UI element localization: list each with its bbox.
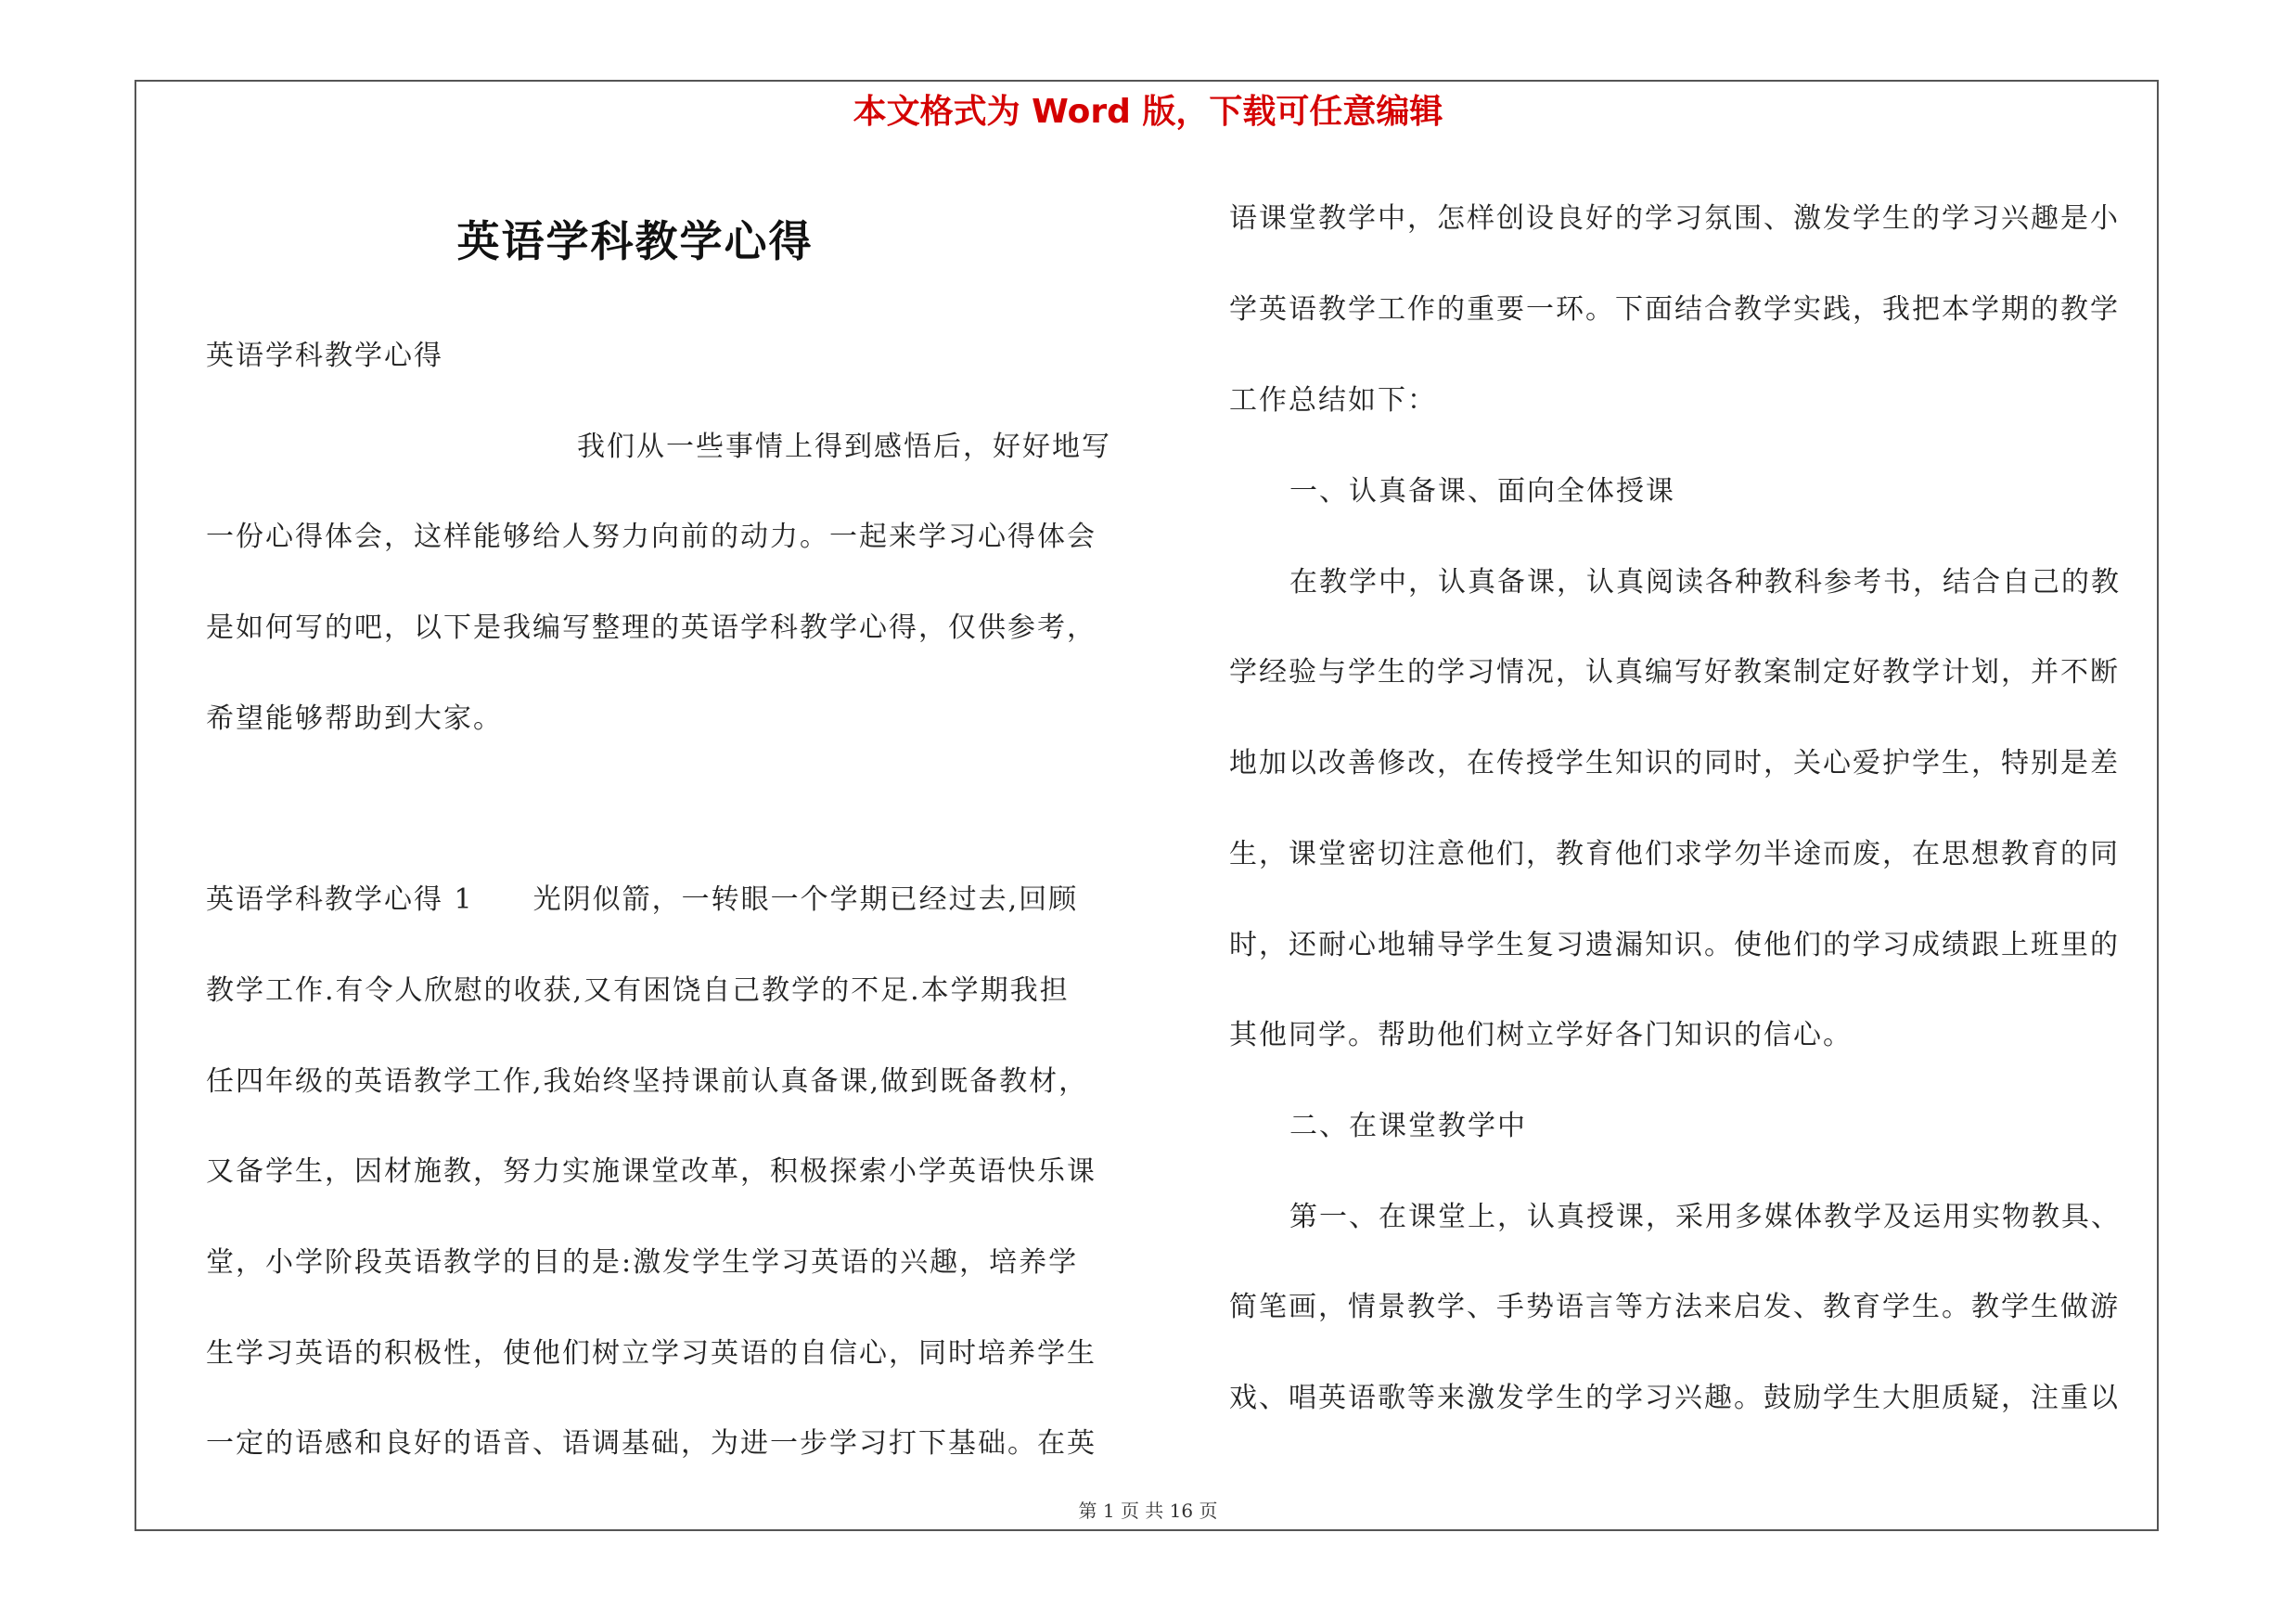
subtitle-line: 英语学科教学心得 (206, 340, 443, 372)
paragraph-line: 一份心得体会，这样能够给人努力向前的动力。一起来学习心得体会 (206, 521, 1097, 553)
section-heading: 一、认真备课、面向全体授课 (1289, 475, 1675, 508)
paragraph-line: 生学习英语的积极性，使他们树立学习英语的自信心，同时培养学生 (206, 1337, 1097, 1370)
edit-notice-banner: 本文格式为 Word 版，下载可任意编辑 (853, 93, 1443, 131)
paragraph-line: 时，还耐心地辅导学生复习遗漏知识。使他们的学习成绩跟上班里的 (1229, 929, 2120, 961)
paragraph-line: 教学工作.有令人欣慰的收获,又有困饶自己教学的不足.本学期我担 (206, 974, 1070, 1007)
paragraph-line: 我们从一些事情上得到感悟后，好好地写 (577, 431, 1111, 463)
section-heading: 二、在课堂教学中 (1289, 1110, 1527, 1142)
paragraph-line: 其他同学。帮助他们树立学好各门知识的信心。 (1229, 1019, 1853, 1051)
paragraph-line: 地加以改善修改，在传授学生知识的同时，关心爱护学生，特别是差 (1229, 747, 2120, 779)
document-title: 英语学科教学心得 (456, 216, 814, 266)
paragraph-line: 在教学中，认真备课，认真阅读各种教科参考书，结合自己的教 (1289, 566, 2121, 599)
paragraph-line: 一定的语感和良好的语音、语调基础，为进一步学习打下基础。在英 (206, 1427, 1097, 1460)
paragraph-line: 学经验与学生的学习情况，认真编写好教案制定好教学计划，并不断 (1229, 656, 2120, 689)
paragraph-line: 学英语教学工作的重要一环。下面结合教学实践，我把本学期的教学 (1229, 293, 2120, 326)
paragraph-line: 希望能够帮助到大家。 (206, 702, 503, 735)
paragraph-line: 戏、唱英语歌等来激发学生的学习兴趣。鼓励学生大胆质疑，注重以 (1229, 1382, 2120, 1414)
paragraph-line: 英语学科教学心得 1 光阴似箭，一转眼一个学期已经过去,回顾 (206, 883, 1079, 916)
page-number-footer: 第 1 页 共 16 页 (1078, 1500, 1218, 1522)
paragraph-line: 又备学生，因材施教，努力实施课堂改革，积极探索小学英语快乐课 (206, 1155, 1097, 1188)
paragraph-line: 是如何写的吧，以下是我编写整理的英语学科教学心得，仅供参考， (206, 612, 1097, 644)
paragraph-line: 简笔画，情景教学、手势语言等方法来启发、教育学生。教学生做游 (1229, 1291, 2120, 1323)
paragraph-line: 语课堂教学中，怎样创设良好的学习氛围、激发学生的学习兴趣是小 (1229, 202, 2120, 235)
paragraph-line: 第一、在课堂上，认真授课，采用多媒体教学及运用实物教具、 (1289, 1201, 2121, 1233)
paragraph-line: 任四年级的英语教学工作,我始终坚持课前认真备课,做到既备教材， (206, 1065, 1089, 1098)
paragraph-line: 堂，小学阶段英语教学的目的是:激发学生学习英语的兴趣，培养学 (206, 1246, 1079, 1279)
paragraph-line: 生，课堂密切注意他们，教育他们求学勿半途而废，在思想教育的同 (1229, 838, 2120, 870)
paragraph-line: 工作总结如下： (1229, 384, 1437, 417)
